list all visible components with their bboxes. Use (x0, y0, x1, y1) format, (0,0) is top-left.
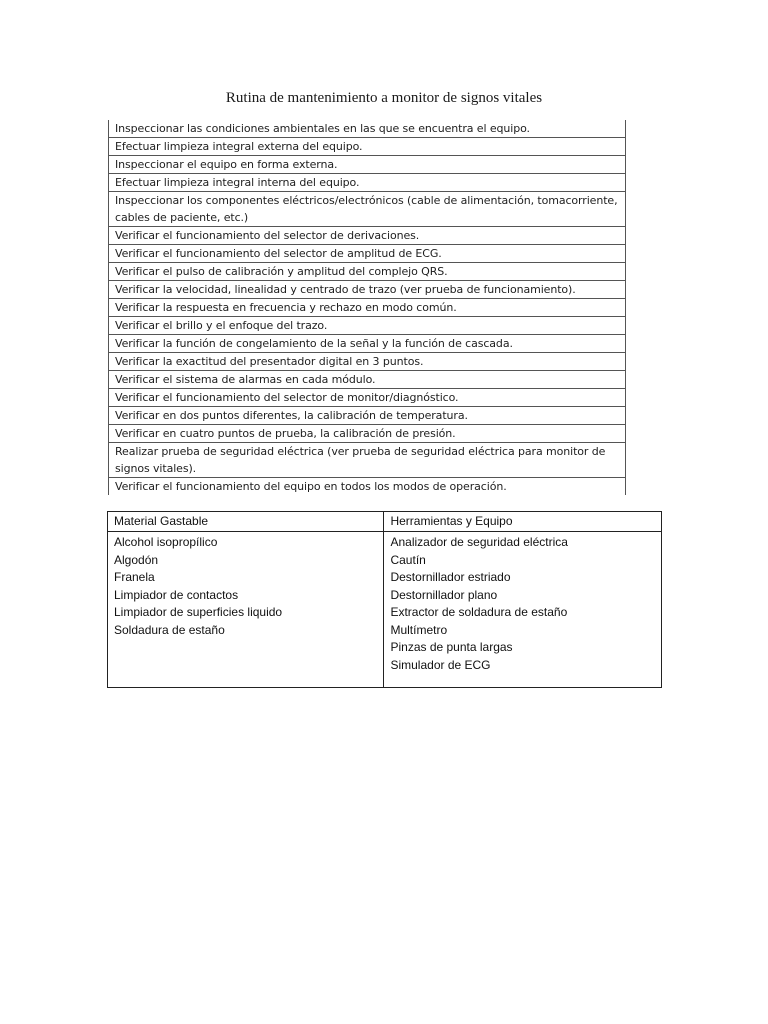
task-cell: Verificar el funcionamiento del equipo en todos los modos de operación. (109, 478, 626, 496)
table-row (109, 120, 626, 138)
task-cell: Verificar la exactitud del presentador digital en 3 puntos. (109, 353, 626, 371)
table-row (109, 389, 626, 407)
task-cell: Verificar el brillo y el enfoque del trazo. (109, 317, 626, 335)
table-row (109, 425, 626, 443)
table-row (109, 299, 626, 317)
maintenance-task-table (108, 120, 626, 495)
table-row (109, 317, 626, 335)
task-cell: Verificar la función de congelamiento de la señal y la función de cascada. (109, 335, 626, 353)
list-item: Destornillador estriado (390, 570, 511, 584)
list-item: Destornillador plano (390, 587, 498, 602)
task-cell: Inspeccionar el equipo en forma externa. (109, 156, 626, 174)
table-row (109, 174, 626, 192)
table-header-row (108, 512, 662, 532)
tools-cell (384, 532, 662, 688)
list-item: Limpiador de contactos (114, 587, 239, 602)
list-item: Franela (114, 570, 155, 584)
task-cell: Verificar el sistema de alarmas en cada módulo. (109, 371, 626, 389)
task-cell: Verificar la velocidad, linealidad y centrado de trazo (ver prueba de funcionamiento). (109, 281, 626, 299)
list-item: Analizador de seguridad eléctrica (390, 535, 568, 549)
table-row (109, 192, 626, 227)
document-title: Rutina de mantenimiento a monitor de signos vitales (225, 90, 543, 106)
list-item: Cautín (390, 552, 426, 567)
list-item: Algodón (114, 552, 159, 567)
table-row (109, 353, 626, 371)
list-item: Alcohol isopropílico (114, 535, 218, 549)
consumables-cell (108, 532, 384, 688)
task-cell: Efectuar limpieza integral externa del equipo. (109, 138, 626, 156)
table-row (109, 245, 626, 263)
table-row (109, 227, 626, 245)
list-item: Extractor de soldadura de estaño (390, 605, 568, 619)
consumables-header: Material Gastable (108, 512, 384, 532)
task-cell: Realizar prueba de seguridad eléctrica (ver prueba de seguridad eléctrica para monitor de signos vitales). (109, 443, 626, 478)
table-row (108, 532, 662, 688)
tools-list (390, 534, 655, 674)
task-cell: Verificar la respuesta en frecuencia y rechazo en modo común. (109, 299, 626, 317)
task-cell: Efectuar limpieza integral interna del equipo. (109, 174, 626, 192)
list-item: Multímetro (390, 622, 448, 637)
task-cell: Verificar en dos puntos diferentes, la calibración de temperatura. (109, 407, 626, 425)
task-cell: Verificar el pulso de calibración y amplitud del complejo QRS. (109, 263, 626, 281)
table-row (109, 371, 626, 389)
list-item: Limpiador de superficies liquido (114, 605, 283, 619)
task-cell: Inspeccionar las condiciones ambientales en las que se encuentra el equipo. (109, 120, 626, 138)
task-cell: Inspeccionar los componentes eléctricos/electrónicos (cable de alimentación, tomacorriente, cables de paciente, etc.) (109, 192, 626, 227)
table-row (109, 478, 626, 496)
tools-header: Herramientas y Equipo (384, 512, 662, 532)
list-item: Soldadura de estaño (114, 622, 225, 637)
task-cell: Verificar el funcionamiento del selector de monitor/diagnóstico. (109, 389, 626, 407)
consumables-list (114, 534, 377, 639)
task-cell: Verificar el funcionamiento del selector de amplitud de ECG. (109, 245, 626, 263)
list-item: Simulador de ECG (390, 657, 491, 672)
table-row (109, 281, 626, 299)
materials-tools-table (107, 511, 662, 688)
table-row (109, 335, 626, 353)
table-row (109, 263, 626, 281)
table-row (109, 156, 626, 174)
task-cell: Verificar el funcionamiento del selector de derivaciones. (109, 227, 626, 245)
list-item: Pinzas de punta largas (390, 640, 513, 654)
table-row (109, 407, 626, 425)
table-row (109, 443, 626, 478)
table-row (109, 138, 626, 156)
task-cell: Verificar en cuatro puntos de prueba, la calibración de presión. (109, 425, 626, 443)
